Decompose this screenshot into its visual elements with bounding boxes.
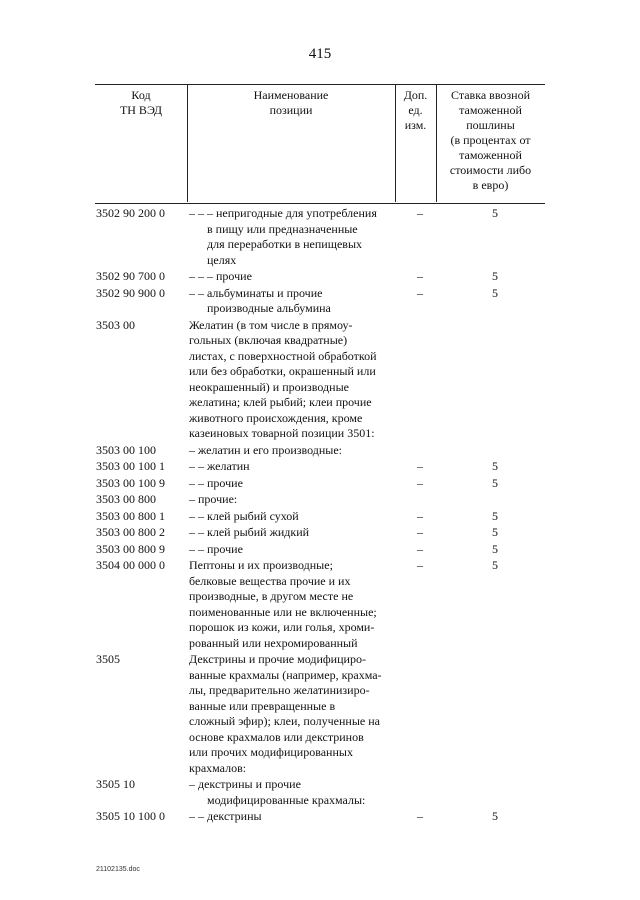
row-unit: – [417,206,423,220]
row-name-line: модифицированные крахмалы: [207,792,366,807]
header-code: Код ТН ВЭД [119,88,163,117]
row-name-line: – прочие: [189,492,238,506]
header-unit: Доп. ед. изм. [403,88,428,132]
row-name-line: производные, в другом месте не [189,589,354,603]
row-unit: – [417,475,423,490]
row-name-line: или прочих модифицированных [189,745,353,759]
row-unit: – [417,525,423,539]
row-name-line: – – клей рыбий сухой [189,508,299,523]
row-name [189,206,399,268]
row-rate: 5 [492,508,498,523]
row-name-line: лы, предварительно желатинизиро- [189,683,370,697]
row-code: 3503 00 100 1 [96,459,165,473]
row-code: 3503 00 100 [96,442,156,457]
row-name-line: Пептоны и их производные; [189,558,333,572]
row-name-line: неокрашенный) и производные [189,379,349,394]
row-name-line: гольных (включая квадратные) [189,333,348,347]
row-name-line: или без обработки, окрашенный или [189,364,376,378]
row-name [189,509,399,525]
row-rate: 5 [492,206,498,220]
row-name-line: целях [207,252,237,267]
row-name-line: казеиновых товарной позиции 3501: [189,426,375,440]
row-name [189,459,399,475]
row-name-line: – – альбуминаты и прочие [189,285,323,300]
row-name-line: желатина; клей рыбий; клеи прочие [189,395,372,409]
row-name-line: ванные крахмалы (например, крахма- [189,667,382,682]
row-code: 3503 00 800 1 [96,508,165,523]
row-code: 3503 00 [96,317,135,332]
row-name [189,525,399,541]
row-code: 3502 90 700 0 [96,269,165,283]
row-name-line: для переработки в непищевых [207,237,363,251]
row-code: 3502 90 200 0 [96,206,165,220]
row-name-line: животного происхождения, кроме [189,410,363,425]
row-name-line: порошок из кожи, или голья, хроми- [189,620,375,634]
row-name-line: листах, с поверхностной обработкой [189,348,377,363]
row-rate: 5 [492,541,498,556]
row-name-line: рованный или нехромированный [189,635,358,650]
row-name [189,558,399,651]
row-code: 3502 90 900 0 [96,285,165,300]
row-rate: 5 [492,459,498,473]
row-name-line: – – прочие [189,541,243,556]
row-name [189,777,399,808]
page-number: 415 [308,46,332,62]
row-name-line: сложный эфир); клеи, полученные на [189,714,380,728]
row-unit: – [417,558,423,572]
row-name-line: в пищу или предназначенные [207,221,358,236]
row-code: 3503 00 800 9 [96,541,165,556]
row-code: 3503 00 800 [96,492,156,506]
header-name: Наименование позиции [253,88,329,117]
row-name [189,542,399,558]
row-code: 3505 [96,652,120,666]
row-name [189,286,399,317]
row-unit: – [417,459,423,473]
row-name [189,443,399,459]
row-unit: – [417,285,423,300]
row-unit: – [417,809,423,823]
row-name-line: Желатин (в том числе в прямоу- [189,317,353,332]
row-rate: 5 [492,285,498,300]
row-name-line: – – желатин [189,459,250,473]
row-name-line: белковые вещества прочие и их [189,573,351,588]
header-divider [395,84,396,202]
row-name-line: ванные или превращенные в [189,698,336,713]
row-name-line: – желатин и его производные: [189,442,342,457]
header-divider [187,84,188,202]
row-name-line: производные альбумина [207,301,331,315]
row-name-line: – – – прочие [189,269,252,283]
row-code: 3504 00 000 0 [96,558,165,572]
row-unit: – [417,508,423,523]
row-rate: 5 [492,558,498,572]
row-name [189,809,399,825]
row-rate: 5 [492,475,498,490]
row-name-line: крахмалов: [189,760,247,775]
row-name-line: – – клей рыбий жидкий [189,525,310,539]
row-name [189,492,399,508]
row-name-line: поименованные или не включенные; [189,604,377,619]
file-name: 21102135.doc [96,866,140,873]
row-name-line: – декстрины и прочие [189,777,301,791]
row-name-line: – – прочие [189,475,243,490]
row-code: 3503 00 100 9 [96,475,165,490]
row-code: 3503 00 800 2 [96,525,165,539]
row-unit: – [417,269,423,283]
row-unit: – [417,541,423,556]
header-divider [436,84,437,202]
row-rate: 5 [492,525,498,539]
row-code: 3505 10 [96,777,135,791]
header-rate: Ставка ввозной таможенной пошлины (в процентах от таможенной стоимости либо в евро) [449,88,532,192]
row-code: 3505 10 100 0 [96,809,165,823]
row-name-line: – – декстрины [189,809,262,823]
row-rate: 5 [492,269,498,283]
row-name [189,318,399,442]
row-name-line: Декстрины и прочие модифициро- [189,652,366,666]
row-name [189,476,399,492]
row-rate: 5 [492,809,498,823]
table-header [95,84,545,204]
row-name-line: – – – непригодные для употребления [189,206,377,220]
row-name-line: основе крахмалов или декстринов [189,729,364,744]
row-name [189,652,399,776]
row-name [189,269,399,285]
